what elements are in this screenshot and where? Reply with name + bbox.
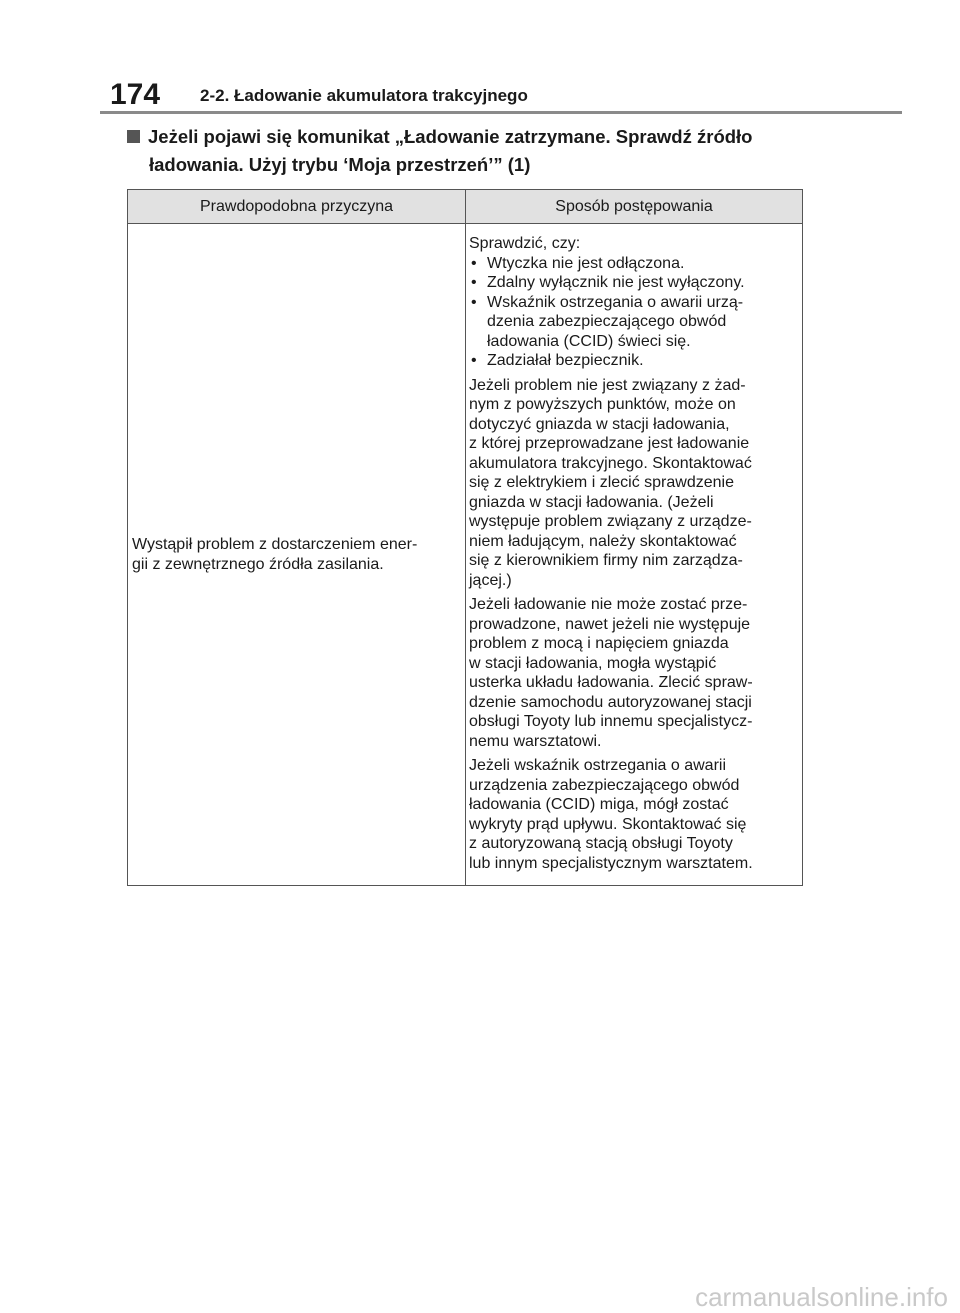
table-row <box>128 224 803 886</box>
page-header <box>108 76 902 116</box>
troubleshooting-table <box>127 189 803 886</box>
list-item-text: Wskaźnik ostrzegania o awarii urzą- dzenia zabezpieczającego obwód ładowania (CCID) świeci się. <box>487 293 744 350</box>
list-item <box>469 293 798 352</box>
list-item <box>469 273 798 293</box>
remedy-content <box>466 224 802 885</box>
column-header-remedy: Sposób postępowania <box>466 190 803 224</box>
list-item-text: Wtyczka nie jest odłączona. <box>487 254 685 272</box>
cause-cell <box>128 224 466 886</box>
remedy-intro: Sprawdzić, czy: <box>469 235 581 252</box>
remedy-cell <box>466 224 803 886</box>
header-rule <box>100 111 902 114</box>
check-list <box>469 254 798 371</box>
section-heading <box>127 123 847 179</box>
list-item-text: Zdalny wyłącznik nie jest wyłączony. <box>487 274 745 291</box>
remedy-paragraph: Jeżeli wskaźnik ostrzegania o awarii urządzenia zabezpieczającego obwód ładowania (CCID) miga, mógł zostać wykryty prąd upływu. Skontaktować się z autoryzowaną stacją obsługi Toyoty lub innym specjalistycznym warsztatem. <box>469 757 753 872</box>
square-bullet-icon <box>127 130 140 143</box>
heading-line-1: Jeżeli pojawi się komunikat „Ładowanie zatrzymane. Sprawdź źródło <box>148 126 753 147</box>
list-item-text: Zadziałał bezpiecznik. <box>487 352 644 369</box>
page-number: 174 <box>110 78 161 111</box>
remedy-paragraph: Jeżeli ładowanie nie może zostać prze- prowadzone, nawet jeżeli nie występuje problem z mocą i napięciem gniazda w stacji ładowania, mogła wystąpić usterka układu ładowania. Zlecić spraw- dzenie samochodu autoryzowanej stacji obsługi Toyoty lub innemu specjalistycz- nemu warsztatowi. <box>469 596 753 750</box>
list-item <box>469 254 798 274</box>
column-header-cause: Prawdopodobna przyczyna <box>128 190 466 224</box>
cause-text <box>128 535 465 574</box>
table-header-row <box>128 190 803 224</box>
heading-line-2: ładowania. Użyj trybu ‘Moja przestrzeń’” (1) <box>149 154 531 175</box>
remedy-paragraph: Jeżeli problem nie jest związany z żad- nym z powyższych punktów, może on dotyczyć gniazda w stacji ładowania, z której przeprowadzane jest ładowanie akumulatora trakcyjnego. Skontaktować się z elektrykiem i zlecić sprawdzenie gniazda w stacji ładowania. (Jeżeli występuje problem związany z urządze- niem ładującym, należy skontaktować się z kierownikiem firmy nim zarządza- jącej.) <box>469 376 752 589</box>
cause-line: gii z zewnętrznego źródła zasilania. <box>132 555 384 573</box>
cause-line: Wystąpił problem z dostarczeniem ener- <box>132 536 418 553</box>
section-title: 2-2. Ładowanie akumulatora trakcyjnego <box>200 86 528 105</box>
list-item <box>469 351 798 371</box>
watermark: carmanualsonline.info <box>695 1282 948 1312</box>
